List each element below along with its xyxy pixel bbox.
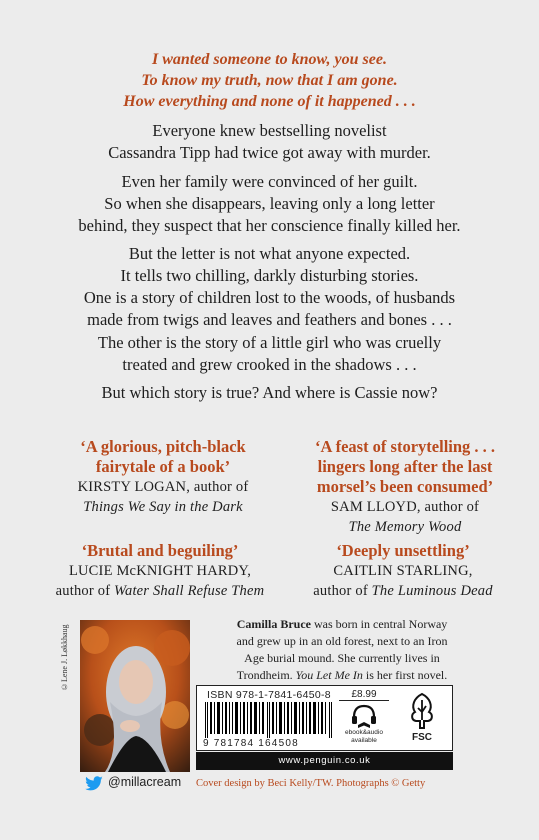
review-quote: ‘Deeply unsettling’ CAITLIN STARLING, author of The Luminous Dead xyxy=(313,541,493,599)
headphones-book-icon xyxy=(350,703,378,729)
author-photo xyxy=(80,620,190,772)
author-bio: Camilla Bruce was born in central Norway and grew up in an old forest, next to an Iron Age burial mound. She currently lives in Trondheim. You Let Me In is her first novel. xyxy=(236,617,448,682)
barcode-panel xyxy=(196,685,453,751)
epigraph-line: I wanted someone to know, you see. xyxy=(152,51,387,68)
twitter-bird-icon xyxy=(84,776,104,792)
price-label: £8.99 xyxy=(339,689,389,701)
epigraph-line: To know my truth, now that I am gone. xyxy=(141,72,398,89)
blurb-paragraph: Everyone knew bestselling novelist Cassandra Tipp had twice got away with murder. xyxy=(108,121,431,162)
review-quote: ‘A feast of storytelling . . . lingers long after the last morsel’s been consumed’ SAM LLOYD, author of The Memory Wood xyxy=(314,437,496,535)
twitter-handle[interactable]: @millacream xyxy=(108,775,182,789)
blurb-paragraph: Even her family were convinced of her guilt. So when she disappears, leaving only a long letter behind, they suspect that her conscience finally killed her. xyxy=(78,172,461,235)
review-quote: ‘Brutal and beguiling’ LUCIE McKNIGHT HARDY, author of Water Shall Refuse Them xyxy=(55,541,265,599)
barcode-number: 9 781784 164508 xyxy=(203,738,299,749)
ebook-available-label: available xyxy=(351,737,377,744)
fsc-label: FSC xyxy=(412,732,432,743)
blurb-paragraph: The other is the story of a little girl who was cruelly treated and grew crooked in the shadows . . . xyxy=(97,333,442,374)
price-box xyxy=(339,689,389,747)
author-name: Camilla Bruce xyxy=(236,617,312,631)
ebook-label: ebook&audio xyxy=(345,729,383,736)
review-quote: ‘A glorious, pitch-black fairytale of a book’ KIRSTY LOGAN, author of Things We Say in the Dark xyxy=(77,437,249,515)
epigraph-line: How everything and none of it happened . . . xyxy=(123,93,416,110)
barcode-image xyxy=(205,702,333,738)
book-title: You Let Me In xyxy=(295,668,363,682)
cover-credit: Cover design by Beci Kelly/TW. Photographs © Getty xyxy=(196,778,426,789)
fsc-tree-icon xyxy=(405,692,439,730)
isbn-label: ISBN 978-1-7841-6450-8 xyxy=(207,689,331,701)
publisher-website[interactable]: www.penguin.co.uk xyxy=(196,752,453,770)
blurb-paragraph: But which story is true? And where is Cassie now? xyxy=(101,383,438,402)
fsc-logo xyxy=(397,690,447,748)
photo-credit: ©Lene J. Løkkhaug xyxy=(60,624,69,691)
blurb-paragraph: But the letter is not what anyone expected. It tells two chilling, darkly disturbing stories. One is a story of children lost to the woods, of husbands made from twigs and leaves and feathers and bones . . . xyxy=(83,244,456,329)
